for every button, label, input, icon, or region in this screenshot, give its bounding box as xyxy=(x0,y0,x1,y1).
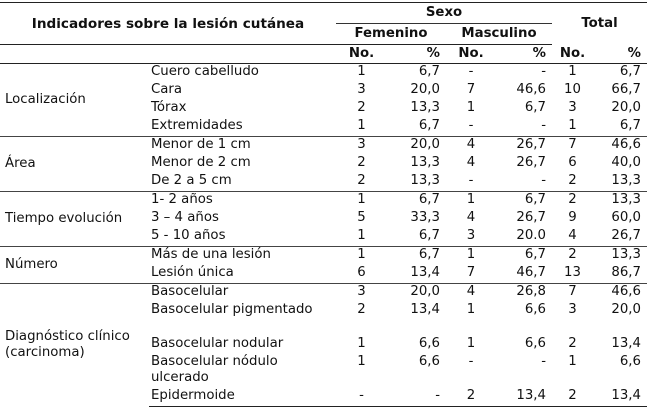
male-no: 1 xyxy=(446,192,496,211)
male-header: Masculino xyxy=(446,24,552,45)
female-header: Femenino xyxy=(336,24,446,45)
row-label: 3 – 4 años xyxy=(151,210,219,225)
row-label: Basocelular xyxy=(149,284,336,303)
row-label: 5 - 10 años xyxy=(151,228,226,243)
row-label: Lesión única xyxy=(151,265,234,280)
male-pct: 6,7 xyxy=(496,192,552,211)
female-no: 5 xyxy=(357,210,366,225)
male-no-header: No. xyxy=(446,45,496,64)
total-no: 6 xyxy=(568,155,577,170)
total-pct: 40,0 xyxy=(611,155,641,170)
female-pct: 13,3 xyxy=(410,173,440,188)
male-no: 7 xyxy=(466,82,476,97)
female-pct: 6,7 xyxy=(418,118,440,133)
table-row xyxy=(0,284,647,303)
category-label: Tiempo evolución xyxy=(0,192,149,247)
female-no: 1 xyxy=(357,228,366,243)
total-no: 3 xyxy=(568,302,577,317)
row-label: Basocelular nodular xyxy=(151,336,284,351)
male-no: - xyxy=(468,173,474,188)
total-pct: 13,4 xyxy=(611,336,641,351)
male-no: - xyxy=(468,354,474,369)
female-pct: 13,4 xyxy=(410,302,440,317)
indicators-header: Indicadores sobre la lesión cutánea xyxy=(0,3,336,45)
total-pct: 13,3 xyxy=(593,192,647,211)
male-no: 4 xyxy=(466,155,476,170)
female-no: 3 xyxy=(336,284,387,303)
row-label: De 2 a 5 cm xyxy=(151,173,232,188)
female-pct: 20,0 xyxy=(387,284,446,303)
total-no: 1 xyxy=(552,64,593,83)
female-pct: 6,6 xyxy=(418,354,440,369)
total-pct: 26,7 xyxy=(611,228,641,243)
row-label: Más de una lesión xyxy=(149,247,336,266)
female-pct-header: % xyxy=(387,45,446,64)
female-no: 2 xyxy=(357,173,366,188)
row-label: Basocelular pigmentado xyxy=(151,302,313,317)
male-pct: 26,7 xyxy=(496,137,552,156)
male-pct-header: % xyxy=(496,45,552,64)
male-no: 7 xyxy=(466,265,476,280)
male-pct: 6,7 xyxy=(496,247,552,266)
total-no: 4 xyxy=(568,228,577,243)
table-row xyxy=(0,192,647,211)
male-no: 1 xyxy=(466,336,476,351)
female-no: 1 xyxy=(357,118,366,133)
total-no: 3 xyxy=(568,100,577,115)
female-no: 1 xyxy=(336,192,387,211)
total-no: 13 xyxy=(564,265,581,280)
total-no: 10 xyxy=(564,82,581,97)
male-pct: 6,7 xyxy=(524,100,546,115)
total-no: 1 xyxy=(568,354,577,369)
category-label: Número xyxy=(0,247,149,284)
total-no: 7 xyxy=(552,284,593,303)
total-pct: 46,6 xyxy=(593,137,647,156)
female-no: 3 xyxy=(357,82,366,97)
row-label: Cuero cabelludo xyxy=(149,64,336,83)
male-pct: 26,8 xyxy=(496,284,552,303)
total-pct: 6,7 xyxy=(619,118,641,133)
female-no: 1 xyxy=(357,336,366,351)
table-row xyxy=(0,64,647,83)
row-label: Cara xyxy=(151,82,183,97)
row-label: Basocelular nódulo ulcerado xyxy=(151,354,278,385)
total-no: 7 xyxy=(552,137,593,156)
total-no: 2 xyxy=(552,247,593,266)
female-pct: 6,7 xyxy=(387,64,446,83)
female-pct: - xyxy=(387,388,446,407)
male-no: 1 xyxy=(466,302,476,317)
total-pct: 20,0 xyxy=(611,302,641,317)
male-pct: 20.0 xyxy=(516,228,546,243)
male-no: 3 xyxy=(466,228,476,243)
female-pct: 13,3 xyxy=(410,155,440,170)
total-no: 2 xyxy=(568,173,577,188)
blank-header xyxy=(0,45,336,64)
category-label: Área xyxy=(0,137,149,192)
male-pct: 26,7 xyxy=(516,210,546,225)
male-pct: 6,6 xyxy=(524,336,546,351)
male-pct: 46,6 xyxy=(516,82,546,97)
male-no: 1 xyxy=(446,247,496,266)
total-pct: 66,7 xyxy=(611,82,641,97)
total-pct: 86,7 xyxy=(611,265,641,280)
male-pct: - xyxy=(541,173,546,188)
total-pct: 46,6 xyxy=(593,284,647,303)
male-pct: - xyxy=(541,354,546,369)
male-no: 1 xyxy=(466,100,476,115)
male-no: - xyxy=(468,118,474,133)
male-pct: - xyxy=(496,64,552,83)
female-pct: 6,7 xyxy=(418,228,440,243)
female-no: 1 xyxy=(336,64,387,83)
female-pct: 33,3 xyxy=(410,210,440,225)
total-no: 9 xyxy=(568,210,577,225)
total-no-header: No. xyxy=(552,45,593,64)
total-no: 2 xyxy=(568,336,577,351)
female-no: 6 xyxy=(357,265,366,280)
female-no: - xyxy=(336,388,387,407)
sex-header: Sexo xyxy=(336,3,552,24)
female-pct: 13,4 xyxy=(410,265,440,280)
female-no: 2 xyxy=(357,155,366,170)
male-pct: 26,7 xyxy=(516,155,546,170)
category-label: Diagnóstico clínico (carcinoma) xyxy=(0,284,149,407)
female-no: 2 xyxy=(357,100,366,115)
female-pct: 6,6 xyxy=(418,336,440,351)
table-row xyxy=(0,247,647,266)
male-no: - xyxy=(446,64,496,83)
female-no: 1 xyxy=(336,247,387,266)
female-pct: 6,7 xyxy=(387,247,446,266)
total-no: 2 xyxy=(552,388,593,407)
female-pct: 6,7 xyxy=(387,192,446,211)
female-pct: 20,0 xyxy=(387,137,446,156)
male-no: 4 xyxy=(446,284,496,303)
row-label: Tórax xyxy=(151,100,187,115)
row-label: 1- 2 años xyxy=(149,192,336,211)
total-header: Total xyxy=(581,15,618,31)
total-pct-header: % xyxy=(593,45,647,64)
female-pct: 13,3 xyxy=(410,100,440,115)
total-pct: 13,3 xyxy=(593,247,647,266)
female-pct: 20,0 xyxy=(410,82,440,97)
total-pct: 13,3 xyxy=(611,173,641,188)
male-no: 4 xyxy=(446,137,496,156)
row-label: Menor de 2 cm xyxy=(151,155,251,170)
total-no: 1 xyxy=(568,118,577,133)
female-no: 2 xyxy=(357,302,366,317)
total-pct: 13,4 xyxy=(593,388,647,407)
row-label: Extremidades xyxy=(151,118,243,133)
female-no: 1 xyxy=(357,354,366,369)
lesion-indicators-table xyxy=(0,2,647,407)
row-label: Epidermoide xyxy=(149,388,336,407)
female-no: 3 xyxy=(336,137,387,156)
male-pct: 6,6 xyxy=(524,302,546,317)
total-pct: 6,7 xyxy=(593,64,647,83)
category-label: Localización xyxy=(0,64,149,137)
male-pct: 46,7 xyxy=(516,265,546,280)
total-pct: 6,6 xyxy=(619,354,641,369)
total-no: 2 xyxy=(552,192,593,211)
male-pct: 13,4 xyxy=(496,388,552,407)
total-pct: 60,0 xyxy=(611,210,641,225)
table-row xyxy=(0,137,647,156)
female-no-header: No. xyxy=(336,45,387,64)
male-pct: - xyxy=(541,118,546,133)
row-label: Menor de 1 cm xyxy=(149,137,336,156)
total-pct: 20,0 xyxy=(611,100,641,115)
male-no: 4 xyxy=(466,210,476,225)
male-no: 2 xyxy=(446,388,496,407)
